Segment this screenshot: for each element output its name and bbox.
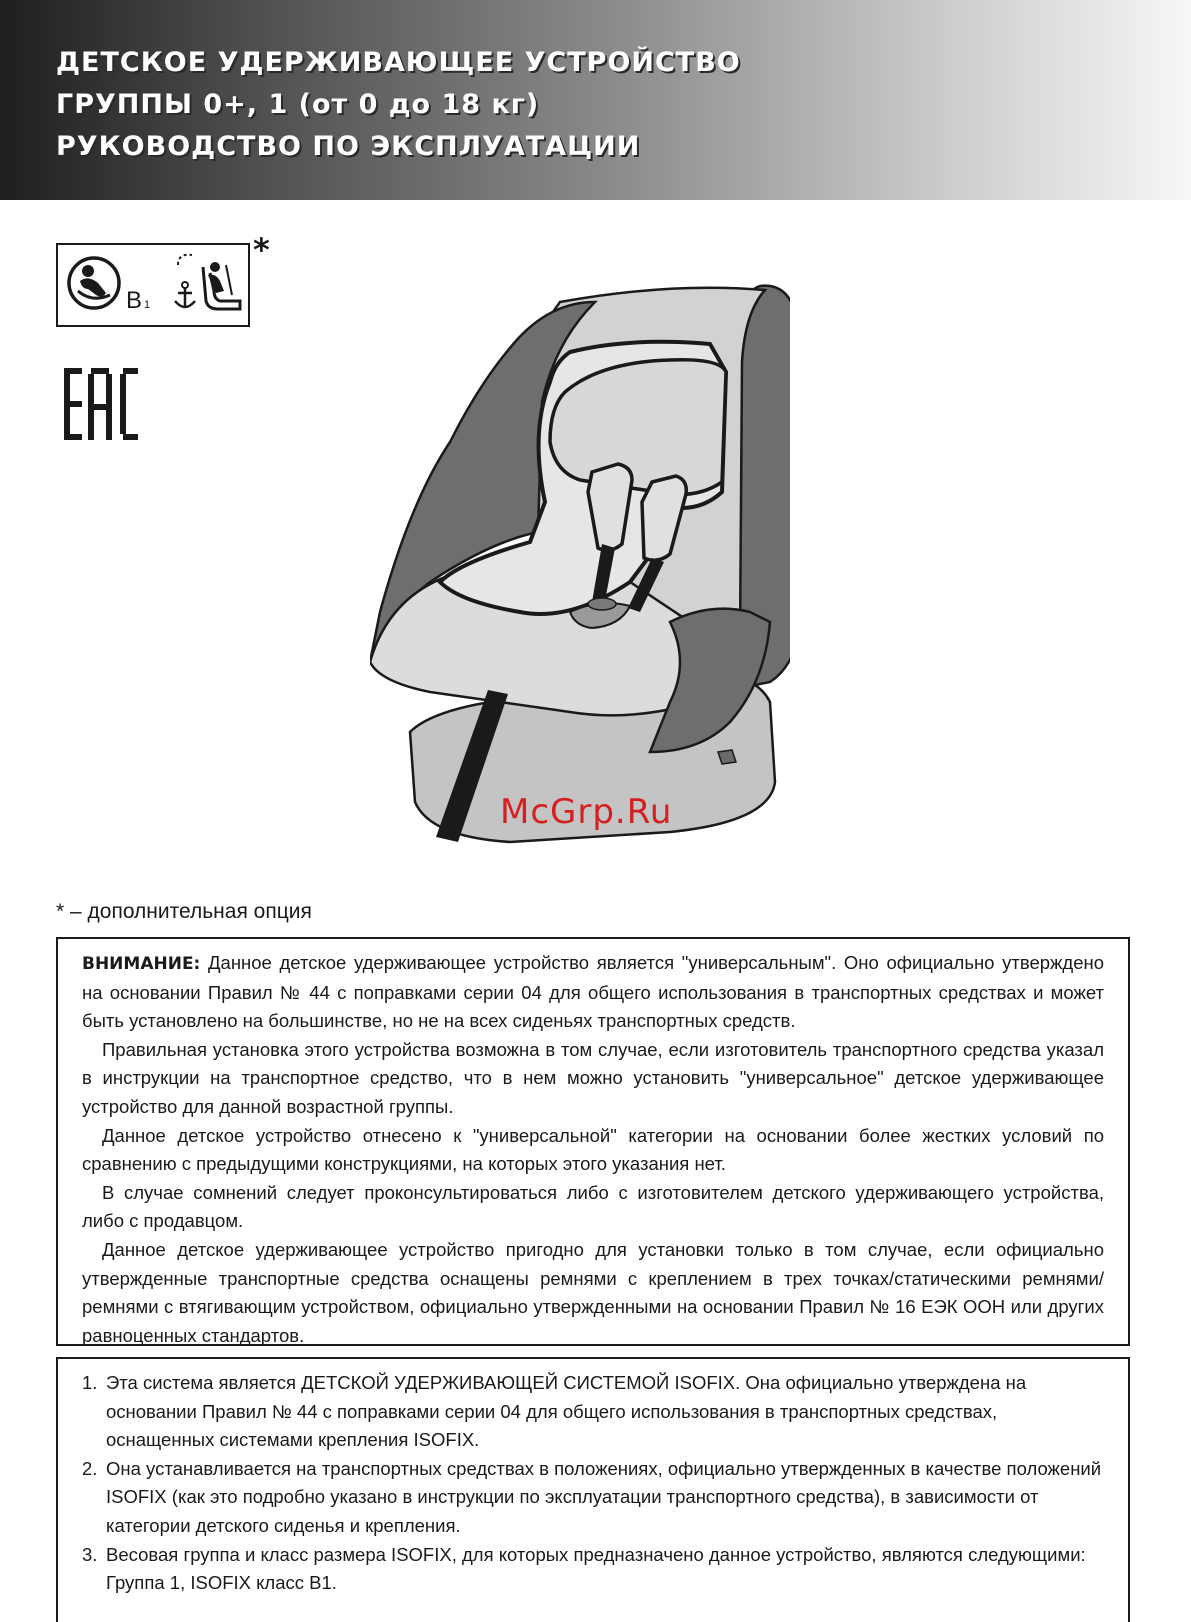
- warning-paragraph: Правильная установка этого устройства возможна в том случае, если изготовитель транспортного средства указал в инструкции на транспортное средство, что в нем можно установить "универсальное" детское удерживающее устройство для данной возрастной группы.: [82, 1038, 1104, 1117]
- class-subscript: 1: [144, 299, 151, 311]
- optional-asterisk: *: [253, 231, 270, 269]
- warning-paragraph: Данное детское устройство отнесено к "универсальной" категории на основании более жестких условий по сравнению с предыдущими конструкциями, на которых этого указания нет.: [82, 1124, 1104, 1175]
- warning-section: [56, 937, 1130, 1346]
- warning-first-paragraph: [82, 949, 1104, 1036]
- list-number: 3.: [82, 1543, 98, 1565]
- isofix-class-label: [126, 289, 150, 317]
- child-car-seat-illustration: [370, 282, 790, 856]
- watermark-text: McGrp.Ru: [500, 792, 673, 832]
- recline-lever: [718, 750, 736, 764]
- list-number: 2.: [82, 1457, 98, 1479]
- title-line-2: ГРУППЫ 0+, 1 (от 0 до 18 кг): [56, 89, 540, 120]
- list-text: Весовая группа и класс размера ISOFIX, для которых предназначено данное устройство, являются следующими: Группа 1, ISOFIX класс B1.: [106, 1543, 1086, 1594]
- header-banner: [0, 0, 1191, 200]
- warning-paragraph: В случае сомнений следует проконсультироваться либо с изготовителем детского удерживающего устройства, либо с продавцом.: [82, 1181, 1104, 1232]
- seat-child-icon: [203, 262, 240, 309]
- child-seat-approval-icons: [58, 245, 252, 329]
- warning-first-text: Данное детское удерживающее устройство является "универсальным". Оно официально утверждено на основании Правил № 44 с поправками серии 04 для общего использования в транспортных средствах и может быть установлено на большинстве, но не на всех сиденьях транспортных средств.: [82, 952, 1104, 1032]
- document-title: [56, 42, 741, 168]
- eac-mark-icon: [64, 368, 138, 440]
- approval-icons-box: [56, 243, 250, 327]
- warning-paragraph: Данное детское удерживающее устройство пригодно для установки только в том случае, если официально утвержденные транспортные средства оснащены ремнями с креплением в трех точках/статическими ремнями/ремнями с втягивающим устройством, официально утвержденными на основании Правил № 16 ЕЭК ООН или других равноценных стандартов.: [82, 1238, 1104, 1346]
- optional-footnote: * – дополнительная опция: [56, 900, 312, 923]
- title-line-3: РУКОВОДСТВО ПО ЭКСПЛУАТАЦИИ: [56, 131, 641, 162]
- isofix-anchor-icon: [175, 255, 195, 307]
- buckle-button: [588, 598, 616, 610]
- child-restraint-circle-icon: [69, 258, 119, 308]
- list-number: 1.: [82, 1372, 98, 1393]
- isofix-list: [82, 1369, 1104, 1598]
- title-line-1: ДЕТСКОЕ УДЕРЖИВАЮЩЕЕ УСТРОЙСТВО: [56, 47, 741, 78]
- list-item: [82, 1541, 1104, 1598]
- class-letter: B: [126, 287, 143, 314]
- eac-certification-logo: [64, 368, 138, 444]
- car-seat-drawing: [370, 282, 790, 852]
- list-item: [82, 1369, 1104, 1455]
- list-text: Эта система является ДЕТСКОЙ УДЕРЖИВАЮЩЕЙ СИСТЕМОЙ ISOFIX. Она официально утверждена на основании Правил № 44 с поправками серии 04 для общего использования в транспортных средствах, оснащенных системами крепления ISOFIX.: [106, 1372, 1027, 1451]
- list-text: Она устанавливается на транспортных средствах в положениях, официально утвержденных в качестве положений ISOFIX (как это подробно указано в инструкции по эксплуатации транспортного средства), в зависимости от категории детского сиденья и крепления.: [106, 1457, 1102, 1536]
- warning-lead: ВНИМАНИЕ:: [82, 954, 201, 974]
- list-item: [82, 1455, 1104, 1541]
- isofix-section: [56, 1357, 1130, 1622]
